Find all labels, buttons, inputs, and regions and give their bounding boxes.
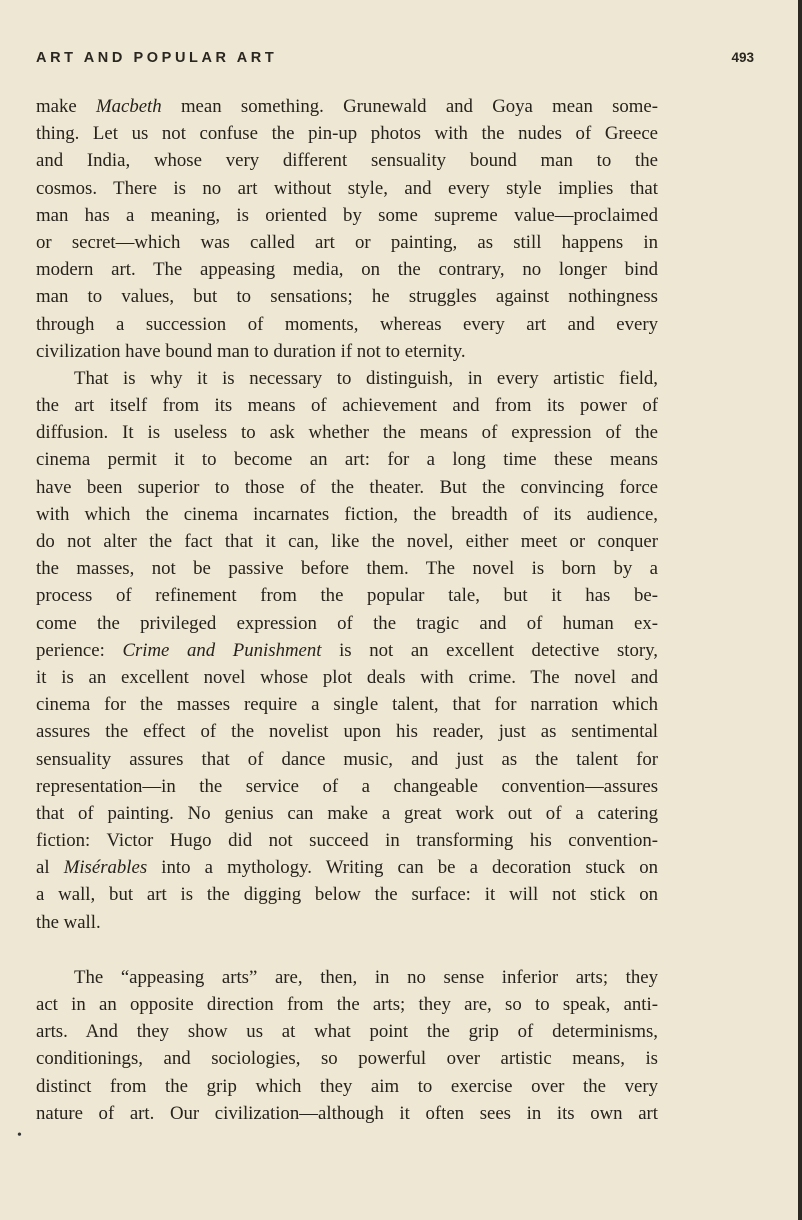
- text-segment: or secret—which was called art or painting, as still happens in: [36, 231, 658, 253]
- text-line: [36, 854, 658, 881]
- text-segment: sensuality assures that of dance music, and just as the talent for: [36, 748, 658, 770]
- text-line: [36, 501, 658, 528]
- text-segment: through a succession of moments, whereas every art and every: [36, 313, 658, 335]
- text-segment: is not an excellent detective story,: [321, 639, 658, 661]
- text-segment: the masses, not be passive before them. The novel is born by a: [36, 558, 658, 580]
- text-segment: fiction: Victor Hugo did not succeed in transforming his convention-: [36, 830, 658, 852]
- text-segment: representation—in the service of a changeable convention—assures: [36, 775, 658, 797]
- paragraph: [36, 93, 658, 365]
- text-line: [36, 991, 658, 1018]
- text-segment: arts. And they show us at what point the grip of determinisms,: [36, 1021, 658, 1043]
- text-line: [36, 773, 658, 800]
- text-line: [36, 1073, 658, 1100]
- text-segment: into a mythology. Writing can be a decoration stuck on: [147, 857, 658, 879]
- text-segment: man to values, but to sensations; he struggles against nothingness: [36, 286, 658, 308]
- page-number: 493: [731, 50, 754, 65]
- text-line: [36, 610, 658, 637]
- text-line: [36, 718, 658, 745]
- text-line: [36, 175, 658, 202]
- text-segment: That is why it is necessary to distinguish, in every artistic field,: [74, 367, 658, 389]
- text-line: [36, 746, 658, 773]
- text-segment: do not alter the fact that it can, like the novel, either meet or conquer: [36, 531, 658, 552]
- text-segment: nature of art. Our civilization—although it often sees in its own art: [36, 1102, 658, 1124]
- text-segment: the art itself from its means of achievement and from its power of: [36, 395, 658, 417]
- paragraph: [36, 365, 658, 936]
- text-segment: come the privileged expression of the tragic and of human ex-: [36, 612, 658, 634]
- text-segment: process of refinement from the popular tale, but it has be-: [36, 585, 658, 607]
- text-line: [36, 365, 658, 392]
- text-line: [36, 338, 658, 365]
- text-segment: with which the cinema incarnates fiction, the breadth of its audience,: [36, 503, 658, 525]
- text-line: [36, 256, 658, 283]
- text-line: [36, 446, 658, 473]
- text-segment: thing. Let us not confuse the pin-up photos with the nudes of Greece: [36, 123, 658, 145]
- text-line: [36, 881, 658, 908]
- page-header: [36, 50, 754, 74]
- text-line: [36, 555, 658, 582]
- text-segment: civilization have bound man to duration if not to eternity.: [36, 340, 466, 362]
- text-line: [36, 229, 658, 256]
- text-line: [36, 311, 658, 338]
- text-line: [36, 147, 658, 174]
- paragraph-gap: [36, 936, 658, 964]
- text-segment: cosmos. There is no art without style, and every style implies that: [36, 177, 658, 199]
- text-segment: perience:: [36, 639, 123, 661]
- text-line: [36, 202, 658, 229]
- italic-title: Crime and Punishment: [122, 639, 322, 661]
- text-line: [36, 1100, 658, 1127]
- text-segment: diffusion. It is useless to ask whether the means of expression of the: [36, 422, 658, 444]
- text-segment: it is an excellent novel whose plot deals with crime. The novel and: [36, 666, 658, 688]
- text-segment: cinema permit it to become an art: for a long time these means: [36, 449, 658, 471]
- margin-mark: •: [17, 1128, 22, 1143]
- text-line: [36, 664, 658, 691]
- italic-title: Macbeth: [95, 96, 162, 117]
- text-line: [36, 474, 658, 501]
- text-line: [36, 419, 658, 446]
- text-line: [36, 1045, 658, 1072]
- text-line: [36, 909, 658, 936]
- text-line: [36, 283, 658, 310]
- text-segment: cinema for the masses require a single talent, that for narration which: [36, 694, 658, 716]
- text-line: [36, 964, 658, 991]
- text-segment: have been superior to those of the theater. But the convincing force: [36, 476, 658, 498]
- paragraph: [36, 964, 658, 1127]
- text-segment: make: [36, 96, 96, 117]
- text-segment: the wall.: [36, 911, 101, 933]
- text-segment: conditionings, and sociologies, so powerful over artistic means, is: [36, 1048, 658, 1070]
- text-segment: modern art. The appeasing media, on the contrary, no longer bind: [36, 259, 658, 281]
- text-line: [36, 528, 658, 555]
- text-segment: act in an opposite direction from the arts; they are, so to speak, anti-: [36, 994, 658, 1015]
- italic-title: Misérables: [63, 857, 148, 879]
- text-segment: The “appeasing arts” are, then, in no sense inferior arts; they: [74, 966, 658, 988]
- page-edge: [798, 0, 802, 1220]
- text-segment: al: [36, 857, 64, 879]
- text-segment: a wall, but art is the digging below the surface: it will not stick on: [36, 884, 658, 906]
- text-segment: mean something. Grunewald and Goya mean some-: [161, 96, 659, 117]
- text-segment: man has a meaning, is oriented by some supreme value—proclaimed: [36, 204, 658, 226]
- text-line: [36, 800, 658, 827]
- text-line: [36, 691, 658, 718]
- text-segment: assures the effect of the novelist upon his reader, just as sentimental: [36, 721, 658, 743]
- running-head: ART AND POPULAR ART: [36, 50, 278, 66]
- text-line: [36, 582, 658, 609]
- text-segment: and India, whose very different sensuality bound man to the: [36, 150, 658, 172]
- text-segment: that of painting. No genius can make a great work out of a catering: [36, 802, 658, 824]
- text-line: [36, 392, 658, 419]
- text-line: [36, 120, 658, 147]
- text-line: [36, 93, 658, 120]
- text-line: [36, 637, 658, 664]
- text-line: [36, 1018, 658, 1045]
- body-text: [36, 93, 658, 1127]
- text-segment: distinct from the grip which they aim to exercise over the very: [36, 1075, 658, 1097]
- text-line: [36, 827, 658, 854]
